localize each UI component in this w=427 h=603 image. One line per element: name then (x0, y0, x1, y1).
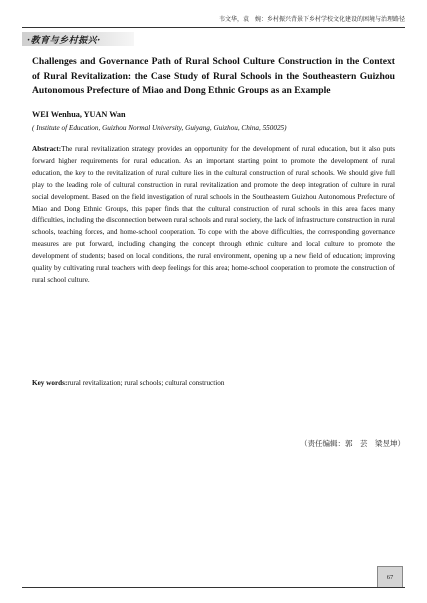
authors: WEI Wenhua, YUAN Wan (32, 110, 126, 119)
abstract-text: The rural revitalization strategy provides an opportunity for the development of rural education, but it also puts forward higher requirements for rural education. As an important starting point to promote the development of rural education, the key to the revitalization of rural culture lies in the cultural construction of rural schools. We should give full play to the leading role of cultural construction in rural revitalization and promote the deep integration of culture in rural social development. Based on the field investigation of rural schools in the Southeastern Guizhou Autonomous Prefecture of Miao and Dong Ethnic Groups, this paper finds that the cultural construction of rural schools in this area faces many difficulties, including the disconnection between rural schools and rural society, the lack of infrastructure construction in rural schools, teaching forces, and home-school cooperation. To cope with the above difficulties, the corresponding governance measures are put forward, including changing the concept through ethnic culture and local culture to promote the development of students; based on local conditions, the rural environment, opening up a new field of education; improving quality by cultivating rural teachers with deep feelings for this area; home-school cooperation to promote the construction of rural school culture. (32, 145, 395, 284)
affiliation: ( Institute of Education, Guizhou Normal University, Guiyang, Guizhou, China, 550025) (32, 124, 287, 132)
abstract (32, 144, 395, 287)
responsible-editor: （责任编辑：郭 芸 梁昱坤） (300, 439, 405, 448)
keywords-label: Key words: (32, 379, 68, 387)
article-title: Challenges and Governance Path of Rural School Culture Construction in the Context of Rural Revitalization: the Case Study of Rural Schools in the Southeastern Guizhou Autonomous Prefecture of Miao and Dong Ethnic Groups as an Example (32, 56, 395, 96)
keywords (32, 379, 395, 387)
abstract-label: Abstract: (32, 145, 62, 153)
running-head: 韦文华，袁 婉：乡村振兴背景下乡村学校文化建设的困境与治理路径 (218, 16, 405, 23)
header-rule (22, 27, 405, 28)
footer-rule (22, 587, 405, 588)
section-tag: ·教育与乡村振兴· (22, 32, 134, 46)
page-number: 67 (377, 566, 403, 588)
keywords-text: rural revitalization; rural schools; cultural construction (67, 379, 225, 387)
